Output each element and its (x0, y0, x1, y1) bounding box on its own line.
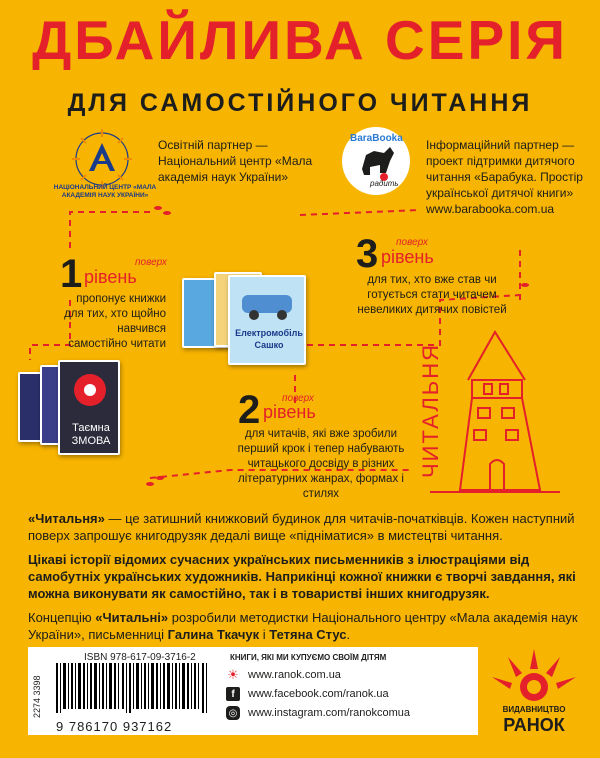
man-logo-caption: НАЦІОНАЛЬНИЙ ЦЕНТР «МАЛА АКАДЕМІЯ НАУК УКРАЇНИ» (53, 184, 157, 199)
level-1-poverh: поверх (135, 257, 167, 268)
concept-b: розробили методистки Національного центру «Мала академія наук України», письменниці (28, 610, 578, 642)
barcode-number: 9 786170 937162 (56, 719, 173, 734)
intro-rest: — це затишний книжковий будинок для читачів-початківців. Кожен наступний поверх запрошує книгодрузяк дедалі вище «підніматися» в мистецтві читання. (28, 511, 575, 543)
concept-d: . (346, 627, 351, 642)
level-3-word: рівень (381, 247, 434, 267)
tower-drawing (430, 332, 560, 492)
paragraph-stories: Цікаві історії відомих сучасних українських письменників з ілюстраціями від самобутніх українських художників. Наприкінці кожної книжки є творчі завдання, які можна виконувати як самостійно, так і в товаристві інших книгодрузяк. (28, 552, 576, 601)
level-2-word: рівень (263, 402, 316, 422)
book-cover (58, 360, 120, 455)
isbn-text: ISBN 978-617-09-3716-2 (84, 652, 196, 663)
link-instagram-text: www.instagram.com/ranokcomua (248, 707, 411, 719)
concept-c: і (259, 627, 270, 642)
barabooka-logo-sub: радить (370, 179, 399, 188)
publisher-label: ВИДАВНИЦТВО (502, 705, 566, 714)
link-instagram[interactable] (226, 706, 410, 720)
level-3-number: 3 (356, 232, 379, 276)
link-facebook-text: www.facebook.com/ranok.ua (248, 688, 389, 700)
book-cover (228, 275, 306, 365)
concept-bold2: Галина Ткачук (167, 627, 260, 642)
edu-partner-text: Освітній партнер — Національний центр «Мала академія наук України» (158, 138, 313, 184)
level-3-description: для тих, хто вже став чи готується стати читачем невеликих дитячих повістей (357, 274, 507, 316)
instagram-icon: ◎ (226, 706, 240, 720)
book-left-title: Таємна ЗМОВА (71, 422, 111, 447)
info-partner-text: Інформаційний партнер — проект підтримки дитячого читання «Барабука. Простір української дитячої книги» www.barabooka.com.ua (426, 138, 583, 216)
level-3-poverh: поверх (396, 237, 428, 248)
barcode-bars (56, 663, 212, 713)
link-website-text: www.ranok.com.ua (248, 669, 341, 681)
tower-label: ЧИТАЛЬНЯ (418, 343, 443, 478)
page-title: ДБАЙЛИВА СЕРІЯ (32, 9, 568, 71)
page-subtitle: ДЛЯ САМОСТІЙНОГО ЧИТАННЯ (67, 89, 533, 117)
level-1-word: рівень (84, 267, 137, 287)
paragraph-concept (28, 609, 580, 643)
facebook-icon: f (226, 687, 240, 701)
link-facebook[interactable] (226, 687, 389, 701)
level-2-number: 2 (238, 388, 261, 432)
sun-icon: ☀ (227, 667, 239, 682)
publisher-logo (484, 647, 584, 735)
barabooka-logo-text: BaraBooka (350, 133, 403, 144)
level-1-description: пропонує книжки для тих, хто щойно навчився самостійно читати (64, 293, 166, 350)
link-website[interactable] (226, 668, 341, 682)
concept-bold3: Тетяна Стус (269, 627, 347, 642)
level-1-number: 1 (60, 252, 83, 296)
links-heading: КНИГИ, ЯКІ МИ КУПУЄМО СВОЇМ ДІТЯМ (230, 653, 387, 662)
concept-a: Концепцію (28, 610, 96, 625)
book-right-title: Електромобіль Сашко (235, 328, 303, 350)
concept-bold1: «Читальні» (95, 610, 169, 625)
level-2-description: для читачів, які вже зробили перший крок і тепер набувають читацького досвіду в різних літературних жанрах, формах і стилях (237, 428, 405, 500)
paragraph-intro (28, 510, 580, 544)
barcode-side-number: 2274 3398 (32, 675, 42, 718)
publisher-name: РАНОК (503, 715, 565, 735)
ranok-sun-icon (484, 647, 584, 707)
level-2-poverh: поверх (282, 393, 314, 404)
intro-bold: «Читальня» (28, 511, 105, 526)
